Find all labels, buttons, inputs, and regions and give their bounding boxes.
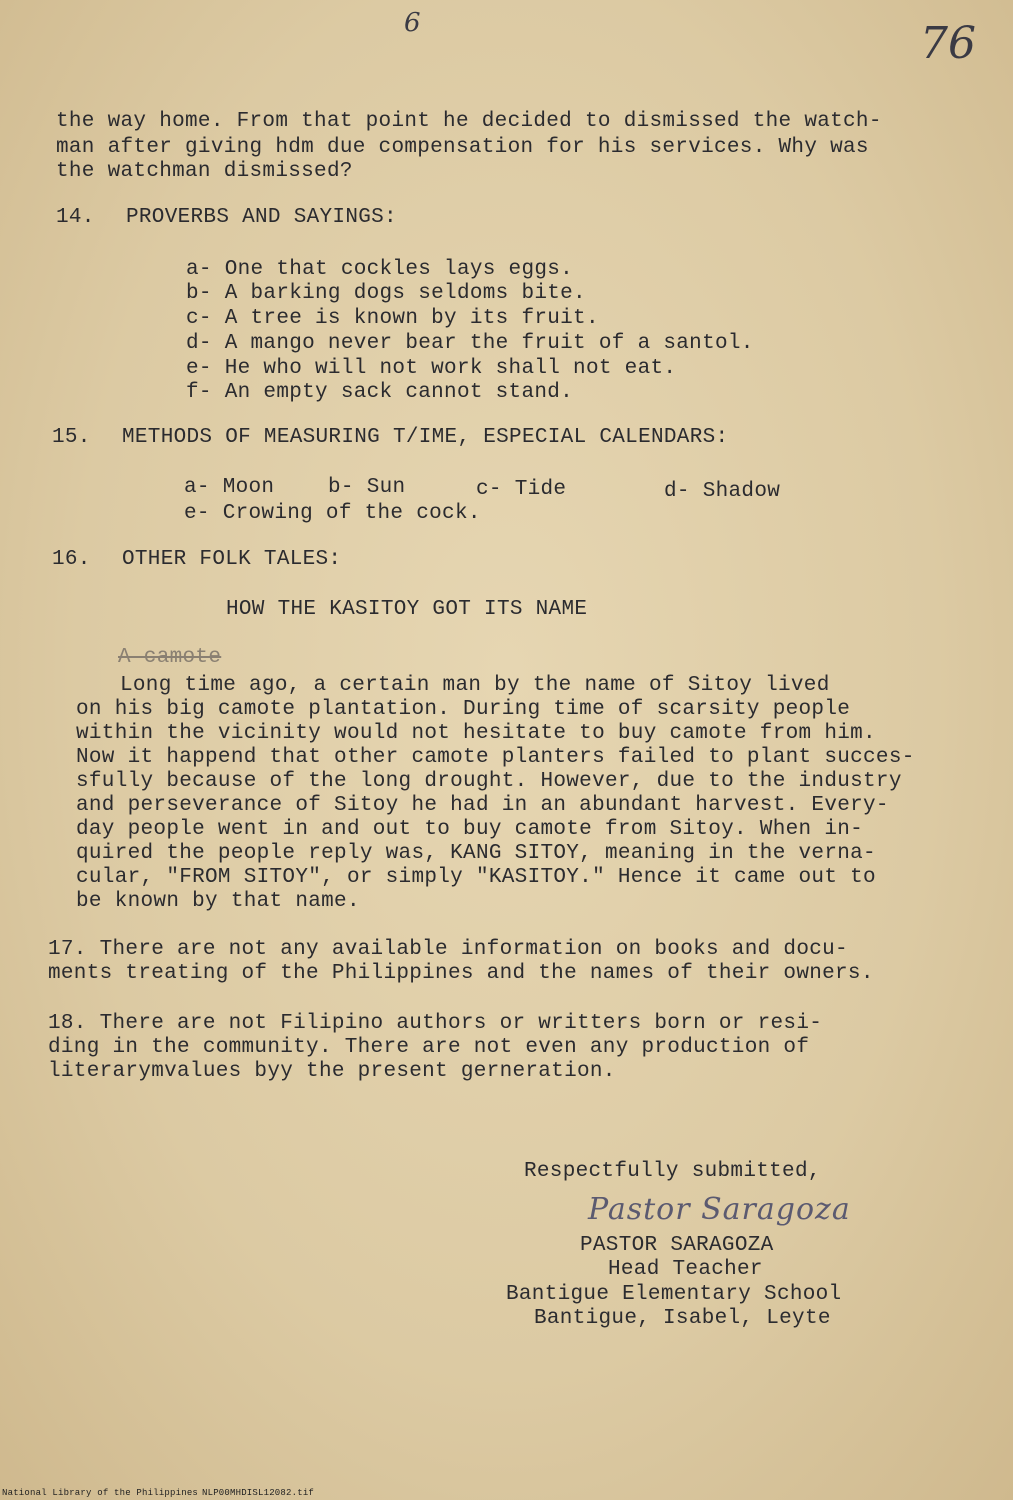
closing-salutation: Respectfully submitted, [524,1160,821,1183]
proverb-item: d- A mango never bear the fruit of a santol. [186,332,754,355]
story-line-3: within the vicinity would not hesitate to buy camote from him. [76,722,876,745]
footer-library: National Library of the Philippines [2,1488,199,1498]
handwritten-page-number: 76 [920,18,976,69]
intro-line-2: man after giving hdm due compensation for his services. Why was [56,136,869,159]
proverb-item: e- He who will not work shall not eat. [186,357,677,380]
section-17-line-1: 17. There are not any available information on books and docu- [48,938,848,961]
calendar-method-shadow: d- Shadow [664,480,781,503]
proverb-item: c- A tree is known by its fruit. [186,307,599,330]
story-line-7: day people went in and out to buy camote from Sitoy. When in- [76,818,864,841]
intro-line-1: the way home. From that point he decided to dismissed the watch- [56,110,882,133]
story-line-9: cular, "FROM SITOY", or simply "KASITOY." Hence it came out to [76,866,876,889]
section-14-number: 14. [56,206,95,229]
calendar-method-tide: c- Tide [476,478,567,501]
proverb-item: b- A barking dogs seldoms bite. [186,282,586,305]
section-18-line-3: literarymvalues byy the present gerneration. [48,1060,616,1083]
section-17-line-2: ments treating of the Philippines and the names of their owners. [48,962,874,985]
calendar-method-moon: a- Moon [184,476,275,499]
story-line-8: quired the people reply was, KANG SITOY, meaning in the verna- [76,842,876,865]
section-18-line-2: ding in the community. There are not even any production of [48,1036,810,1059]
handwritten-mark-small: 6 [404,8,421,38]
signatory-position: Head Teacher [608,1258,763,1281]
signatory-address: Bantigue, Isabel, Leyte [534,1307,831,1330]
story-title: HOW THE KASITOY GOT ITS NAME [226,598,588,621]
struck-out-text: A camote [118,646,222,669]
story-line-5: sfully because of the long drought. However, due to the industry [76,770,902,793]
intro-line-3: the watchman dismissed? [56,160,353,183]
calendar-method-sun: b- Sun [328,476,406,499]
signatory-school: Bantigue Elementary School [506,1283,842,1306]
proverb-item: f- An empty sack cannot stand. [186,381,574,404]
section-18-line-1: 18. There are not Filipino authors or writters born or resi- [48,1012,823,1035]
signatory-name: PASTOR SARAGOZA [580,1234,774,1257]
calendar-method-cock: e- Crowing of the cock. [184,502,481,525]
story-line-1: Long time ago, a certain man by the name of Sitoy lived [120,674,830,697]
footer-file-id: NLP00MHDISL12082.tif [202,1488,315,1498]
story-line-10: be known by that name. [76,890,360,913]
section-15-number: 15. [52,426,91,449]
section-15-title: METHODS OF MEASURING T/IME, ESPECIAL CALENDARS: [122,426,729,449]
handwritten-signature: Pastor Saragoza [588,1192,851,1227]
story-line-6: and perseverance of Sitoy he had in an abundant harvest. Every- [76,794,889,817]
section-16-number: 16. [52,548,91,571]
section-16-title: OTHER FOLK TALES: [122,548,342,571]
proverb-item: a- One that cockles lays eggs. [186,258,574,281]
story-line-2: on his big camote plantation. During time of scarsity people [76,698,851,721]
section-14-title: PROVERBS AND SAYINGS: [126,206,397,229]
story-line-4: Now it happend that other camote planters failed to plant succes- [76,746,915,769]
